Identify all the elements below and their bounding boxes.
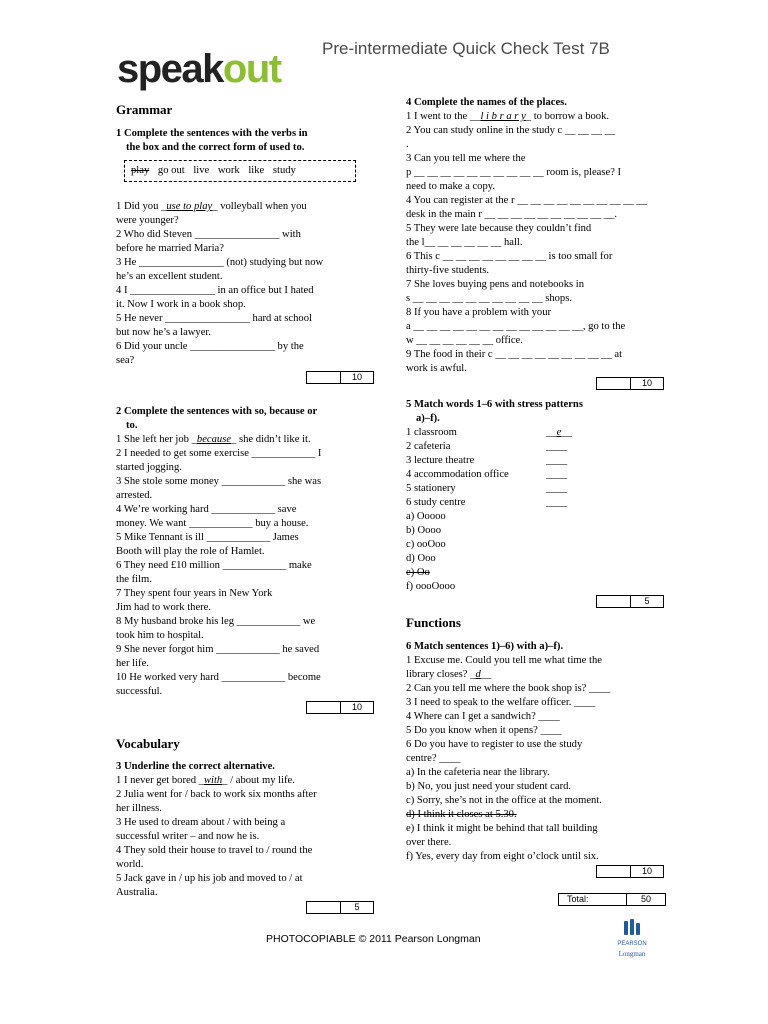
stress-row: 1 classroom __e__ xyxy=(406,427,572,438)
text-line: e) I think it might be behind that tall building xyxy=(406,823,598,834)
task-5 xyxy=(406,398,664,594)
word-play: play xyxy=(131,165,150,176)
text-line: Australia. xyxy=(116,887,158,898)
stress-row: 4 accommodation office ____ xyxy=(406,469,568,480)
text-line: 10 He worked very hard ____________ become xyxy=(116,672,321,683)
text-line: took him to hospital. xyxy=(116,630,204,641)
text-line: 3 He ________________ (not) studying but now xyxy=(116,257,324,268)
text-line: Jim had to work there. xyxy=(116,602,212,613)
task-2-score-box: 10 xyxy=(306,701,374,714)
text-line: thirty-five students. xyxy=(406,265,489,276)
pattern: e) Oo xyxy=(406,567,430,578)
text-line: 2 I needed to get some exercise ____________ I xyxy=(116,448,322,459)
text-line: 4 We’re working hard ____________ save xyxy=(116,504,297,515)
text-line: the l__ __ __ __ __ __ hall. xyxy=(406,237,523,248)
text-line: 2 Who did Steven ________________ with xyxy=(116,229,301,240)
text-line: 9 The food in their c __ __ __ __ __ __ __ __ __ at xyxy=(406,349,623,360)
text-line: f) Yes, every day from eight o’clock until six. xyxy=(406,851,599,862)
text-line: 2 Julia went for / back to work six months after xyxy=(116,789,317,800)
text-line: centre? ____ xyxy=(406,753,461,764)
speakout-logo: speakout xyxy=(117,47,281,91)
total-score-box: Total: 50 xyxy=(558,893,666,906)
word-live: live xyxy=(193,165,210,176)
svg-text:PEARSON: PEARSON xyxy=(617,941,647,947)
q-line: 1 I went to the __l i b r a r y_ to borrow a book. xyxy=(406,111,610,122)
text-line: 5 Jack gave in / up his job and moved to / at xyxy=(116,873,303,884)
text-line: desk in the main r __ __ __ __ __ __ __ __ __ __. xyxy=(406,209,617,220)
task-3-score-box: 5 xyxy=(306,901,374,914)
task-1-questions xyxy=(116,200,374,368)
text-line: were younger? xyxy=(116,215,179,226)
word-go-out: go out xyxy=(157,165,185,176)
text-line: started jogging. xyxy=(116,462,182,473)
text-line: 4 You can register at the r __ __ __ __ __ __ __ __ __ __ xyxy=(406,195,647,206)
text-line: 9 She never forgot him ____________ he saved xyxy=(116,644,320,655)
pattern: c) ooOoo xyxy=(406,539,446,550)
task-6 xyxy=(406,640,664,864)
section-grammar: Grammar xyxy=(116,102,173,117)
task-6-title: 6 Match sentences 1)–6) with a)–f). xyxy=(406,641,564,652)
word-like: like xyxy=(248,165,265,176)
task-4-score-box: 10 xyxy=(596,377,664,390)
task-2 xyxy=(116,405,374,699)
text-line: 6 Do you have to register to use the study xyxy=(406,739,583,750)
text-line: a) In the cafeteria near the library. xyxy=(406,767,550,778)
text-line: need to make a copy. xyxy=(406,181,496,192)
stress-row: 2 cafeteria ____ xyxy=(406,441,568,452)
text-line: before he married Maria? xyxy=(116,243,224,254)
text-line: 4 Where can I get a sandwich? ____ xyxy=(406,711,560,722)
task-4 xyxy=(406,96,664,376)
text-line: a __ __ __ __ __ __ __ __ __ __ __ __ __, go to the xyxy=(406,321,626,332)
text-line: 7 They spent four years in New York xyxy=(116,588,273,599)
task-4-title: 4 Complete the names of the places. xyxy=(406,97,567,108)
task-5-score-box: 5 xyxy=(596,595,664,608)
text-line: 5 They were late because they couldn’t find xyxy=(406,223,592,234)
word-study: study xyxy=(272,165,296,176)
pattern: a) Ooooo xyxy=(406,511,446,522)
text-line: b) No, you just need your student card. xyxy=(406,781,572,792)
text-line: 5 He never ________________ hard at school xyxy=(116,313,312,324)
task-1-title: 1 Complete the sentences with the verbs in the box and the correct form of used to. xyxy=(116,128,308,153)
task-3-title: 3 Underline the correct alternative. xyxy=(116,761,275,772)
text-line: 4 They sold their house to travel to / round the xyxy=(116,845,313,856)
text-line: Booth will play the role of Hamlet. xyxy=(116,546,265,557)
stress-row: 6 study centre ____ xyxy=(406,497,568,508)
pearson-logo xyxy=(614,918,650,962)
text-line: 5 Mike Tennant is ill ____________ James xyxy=(116,532,299,543)
text-line: 7 She loves buying pens and notebooks in xyxy=(406,279,585,290)
text-line: he’s an excellent student. xyxy=(116,271,223,282)
text-line: the film. xyxy=(116,574,152,585)
word-box xyxy=(124,160,356,182)
text-line: 3 She stole some money ____________ she was xyxy=(116,476,322,487)
text-line: s __ __ __ __ __ __ __ __ __ __ shops. xyxy=(406,293,572,304)
text-line: . xyxy=(406,139,409,150)
task-3 xyxy=(116,760,374,900)
task-5-title: 5 Match words 1–6 with stress patterns a)–f). xyxy=(406,399,583,424)
svg-text:Longman: Longman xyxy=(618,950,646,958)
text-line: 3 I need to speak to the welfare officer. ____ xyxy=(406,697,596,708)
text-line: over there. xyxy=(406,837,452,848)
pattern: f) oooOooo xyxy=(406,581,456,592)
q-line: 1 I never get bored _with_ / about my life. xyxy=(116,775,295,786)
q1-line: 1 Did you _use to play_ volleyball when you xyxy=(116,201,307,212)
text-line: 6 They need £10 million ____________ make xyxy=(116,560,312,571)
text-line: but now he’s a lawyer. xyxy=(116,327,212,338)
text-line: 6 Did your uncle ________________ by the xyxy=(116,341,304,352)
text-line: 3 He used to dream about / with being a xyxy=(116,817,286,828)
pattern: d) Ooo xyxy=(406,553,436,564)
task-1 xyxy=(116,127,374,155)
q-line: library closes? _d__ xyxy=(406,669,492,680)
text-line: 3 Can you tell me where the xyxy=(406,153,526,164)
text-line: 8 If you have a problem with your xyxy=(406,307,552,318)
footer-copyright: PHOTOCOPIABLE © 2011 Pearson Longman xyxy=(266,933,481,945)
text-line: 6 This c __ __ __ __ __ __ __ __ is too small for xyxy=(406,251,613,262)
text-line: w __ __ __ __ __ __ office. xyxy=(406,335,523,346)
text-line: her illness. xyxy=(116,803,162,814)
text-line: successful. xyxy=(116,686,163,697)
text-line: arrested. xyxy=(116,490,153,501)
task-6-score-box: 10 xyxy=(596,865,664,878)
text-line: her life. xyxy=(116,658,149,669)
test-title: Pre-intermediate Quick Check Test 7B xyxy=(322,39,610,58)
q-line: 1 She left her job _because_ she didn’t like it. xyxy=(116,434,311,445)
task-1-score-box: 10 xyxy=(306,371,374,384)
task-2-title: 2 Complete the sentences with so, because or to. xyxy=(116,406,318,431)
pattern: b) Oooo xyxy=(406,525,442,536)
text-line: d) I think it closes at 5.30. xyxy=(406,809,517,820)
text-line: p __ __ __ __ __ __ __ __ __ __ room is, please? I xyxy=(406,167,622,178)
section-functions: Functions xyxy=(406,615,461,630)
section-vocabulary: Vocabulary xyxy=(116,736,180,751)
text-line: sea? xyxy=(116,355,135,366)
text-line: 8 My husband broke his leg ____________ we xyxy=(116,616,316,627)
text-line: 5 Do you know when it opens? ____ xyxy=(406,725,562,736)
text-line: 1 Excuse me. Could you tell me what time the xyxy=(406,655,602,666)
text-line: world. xyxy=(116,859,144,870)
text-line: money. We want ____________ buy a house. xyxy=(116,518,309,529)
stress-row: 3 lecture theatre ____ xyxy=(406,455,568,466)
text-line: 4 I ________________ in an office but I hated xyxy=(116,285,314,296)
text-line: c) Sorry, she’s not in the office at the moment. xyxy=(406,795,602,806)
word-work: work xyxy=(217,165,240,176)
text-line: successful writer – and now he is. xyxy=(116,831,260,842)
text-line: it. Now I work in a book shop. xyxy=(116,299,246,310)
text-line: work is awful. xyxy=(406,363,467,374)
text-line: 2 Can you tell me where the book shop is? ____ xyxy=(406,683,611,694)
text-line: 2 You can study online in the study c __ __ __ __ xyxy=(406,125,616,136)
stress-row: 5 stationery ____ xyxy=(406,483,568,494)
